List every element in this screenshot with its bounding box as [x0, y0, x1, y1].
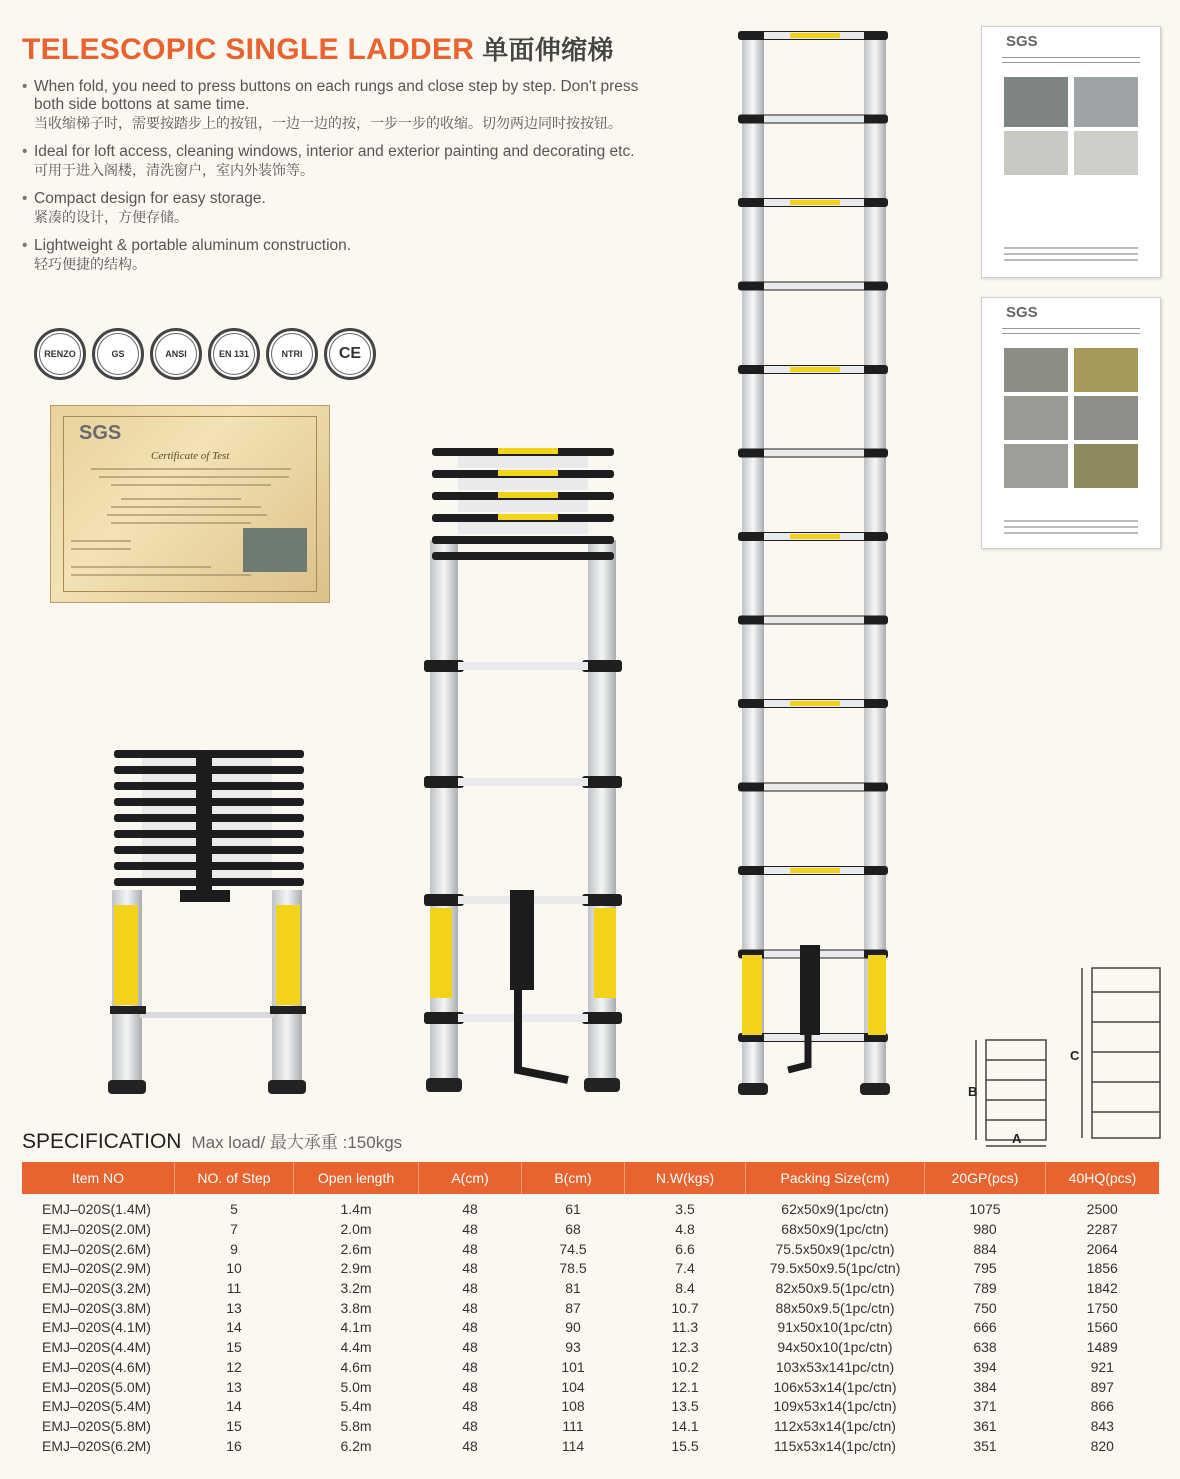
table-cell: 9 — [230, 1240, 238, 1257]
table-row — [22, 1358, 1159, 1378]
table-cell: 795 — [973, 1260, 997, 1277]
title-en: TELESCOPIC SINGLE LADDER — [22, 33, 475, 66]
renzo-mark-icon: RENZO — [34, 328, 86, 380]
table-cell: 79.5x50x9.5(1pc/ctn) — [769, 1260, 901, 1277]
table-cell: 48 — [462, 1240, 478, 1257]
table-header-row — [22, 1162, 1159, 1194]
table-cell: 106x53x14(1pc/ctn) — [773, 1378, 897, 1395]
table-cell: 1560 — [1086, 1319, 1118, 1336]
table-cell: 82x50x9.5(1pc/ctn) — [775, 1280, 895, 1297]
table-cell: 2.9m — [340, 1260, 372, 1277]
table-cell: 12.1 — [671, 1378, 699, 1395]
table-cell: 101 — [561, 1358, 585, 1375]
ce-mark-icon: CE — [324, 328, 376, 380]
table-cell: 48 — [462, 1358, 478, 1375]
half-extended-ladder-image — [418, 440, 628, 1100]
table-cell: 866 — [1090, 1398, 1114, 1415]
table-cell: 61 — [565, 1201, 581, 1218]
table-cell: 897 — [1090, 1378, 1114, 1395]
feature-list — [22, 78, 642, 284]
table-row — [22, 1220, 1159, 1240]
table-cell: 14 — [226, 1319, 242, 1336]
table-cell: 12 — [226, 1358, 242, 1375]
table-cell: 109x53x14(1pc/ctn) — [773, 1398, 897, 1415]
col-nw: N.W(kgs) — [625, 1162, 746, 1194]
table-row — [22, 1194, 1159, 1220]
table-cell: 8.4 — [675, 1280, 695, 1297]
table-cell: 48 — [462, 1299, 478, 1316]
table-cell: 980 — [973, 1221, 997, 1238]
table-cell: 62x50x9(1pc/ctn) — [781, 1201, 889, 1218]
table-cell: 14 — [226, 1398, 242, 1415]
table-cell: 112x53x14(1pc/ctn) — [774, 1417, 896, 1434]
table-cell: 88x50x9.5(1pc/ctn) — [775, 1299, 895, 1316]
table-cell: EMJ–020S(6.2M) — [42, 1437, 151, 1454]
table-cell: 5.4m — [340, 1398, 372, 1415]
table-cell: 48 — [462, 1280, 478, 1297]
table-cell: 666 — [973, 1319, 997, 1336]
col-steps: NO. of Step — [175, 1162, 294, 1194]
specification-table — [22, 1162, 1159, 1456]
table-cell: 48 — [462, 1398, 478, 1415]
table-cell: EMJ–020S(2.0M) — [42, 1221, 151, 1238]
table-cell: 921 — [1090, 1358, 1114, 1375]
specification-heading: SPECIFICATION Max load/ 最大承重 :150kgs — [22, 1130, 403, 1153]
table-cell: 1842 — [1086, 1280, 1118, 1297]
dimension-diagram-small — [968, 1030, 1058, 1150]
table-cell: 4.6m — [340, 1358, 372, 1375]
table-cell: 394 — [973, 1358, 997, 1375]
table-cell: 48 — [462, 1201, 478, 1218]
en131-mark-icon: EN 131 — [208, 328, 260, 380]
table-cell: 68 — [565, 1221, 581, 1238]
table-cell: 11 — [226, 1280, 242, 1297]
table-body — [22, 1194, 1159, 1456]
dimension-label-a: A — [1012, 1131, 1022, 1146]
table-cell: 15 — [226, 1339, 242, 1356]
table-cell: 78.5 — [559, 1260, 587, 1277]
ansi-mark-icon: ANSI — [150, 328, 202, 380]
table-cell: 11.3 — [671, 1319, 699, 1336]
table-row — [22, 1279, 1159, 1299]
table-cell: 7.4 — [675, 1260, 695, 1277]
table-cell: 638 — [973, 1339, 997, 1356]
table-cell: 884 — [973, 1240, 997, 1257]
table-cell: EMJ–020S(4.4M) — [42, 1339, 151, 1356]
table-cell: 1856 — [1086, 1260, 1118, 1277]
max-load: Max load/ 最大承重 :150kgs — [191, 1133, 403, 1152]
table-cell: 843 — [1090, 1417, 1114, 1434]
table-cell: 6.6 — [675, 1240, 695, 1257]
table-row — [22, 1318, 1159, 1338]
table-cell: 5.0m — [340, 1378, 372, 1395]
table-cell: 48 — [462, 1260, 478, 1277]
table-cell: 114 — [561, 1437, 585, 1454]
certificate-brand: SGS — [79, 422, 122, 444]
table-cell: 10 — [226, 1260, 242, 1277]
table-cell: 16 — [226, 1437, 242, 1454]
table-cell: 108 — [561, 1398, 585, 1415]
table-cell: 750 — [973, 1299, 997, 1316]
feature-item: • When fold, you need to press buttons on each rungs and close step by step. Don't press both side bottons at same time. 当收缩梯子时，需要按踏步上的按钮，一边一边的按，一步一步的收缩。切勿两边同时按按钮。 — [22, 78, 642, 132]
table-cell: 1.4m — [340, 1201, 372, 1218]
table-cell: 1750 — [1086, 1299, 1118, 1316]
sgs-report-page-1: SGS — [981, 26, 1161, 278]
table-cell: 7 — [230, 1221, 238, 1238]
table-cell: 115x53x14(1pc/ctn) — [774, 1437, 896, 1454]
table-cell: 3.5 — [675, 1201, 695, 1218]
table-cell: EMJ–020S(5.8M) — [42, 1417, 151, 1434]
col-a: A(cm) — [419, 1162, 522, 1194]
col-item-no: Item NO — [22, 1162, 175, 1194]
feature-item: • Ideal for loft access, cleaning windows, interior and exterior painting and decorating etc. 可用于进入阁楼，清洗窗户，室内外装饰等。 — [22, 143, 642, 179]
table-row — [22, 1397, 1159, 1417]
table-cell: 361 — [973, 1417, 997, 1434]
col-open-length: Open length — [294, 1162, 419, 1194]
sgs-certificate-image — [50, 405, 330, 603]
col-20gp: 20GP(pcs) — [925, 1162, 1046, 1194]
table-cell: 90 — [565, 1319, 581, 1336]
table-cell: 48 — [462, 1378, 478, 1395]
table-cell: 3.8m — [340, 1299, 372, 1316]
table-cell: EMJ–020S(4.6M) — [42, 1358, 151, 1375]
table-cell: 2287 — [1086, 1221, 1118, 1238]
table-cell: 5.8m — [340, 1417, 372, 1434]
table-cell: EMJ–020S(2.9M) — [42, 1260, 151, 1277]
table-cell: 111 — [562, 1417, 584, 1434]
table-cell: 91x50x10(1pc/ctn) — [777, 1319, 893, 1336]
table-row — [22, 1436, 1159, 1456]
table-cell: EMJ–020S(1.4M) — [42, 1201, 151, 1218]
table-cell: 13 — [226, 1299, 242, 1316]
table-row — [22, 1298, 1159, 1318]
table-cell: 74.5 — [559, 1240, 587, 1257]
table-row — [22, 1338, 1159, 1358]
table-cell: 75.5x50x9(1pc/ctn) — [775, 1240, 895, 1257]
table-cell: 94x50x10(1pc/ctn) — [777, 1339, 893, 1356]
table-cell: 81 — [565, 1280, 581, 1297]
table-cell: EMJ–020S(2.6M) — [42, 1240, 151, 1257]
table-cell: 87 — [565, 1299, 581, 1316]
table-cell: 48 — [462, 1339, 478, 1356]
table-row — [22, 1417, 1159, 1437]
dimension-diagram-tall — [1068, 962, 1166, 1142]
ntri-mark-icon: NTRI — [266, 328, 318, 380]
table-cell: 789 — [973, 1280, 997, 1297]
certificate-heading: Certificate of Test — [151, 450, 230, 462]
gs-mark-icon: GS — [92, 328, 144, 380]
table-cell: 48 — [462, 1417, 478, 1434]
table-cell: 2.6m — [340, 1240, 372, 1257]
table-cell: 12.3 — [671, 1339, 699, 1356]
table-cell: 4.8 — [675, 1221, 695, 1238]
table-cell: 371 — [973, 1398, 997, 1415]
col-b: B(cm) — [522, 1162, 625, 1194]
table-cell: 15 — [226, 1417, 242, 1434]
title-cn: 单面伸缩梯 — [482, 35, 614, 65]
table-cell: 48 — [462, 1437, 478, 1454]
table-cell: 15.5 — [671, 1437, 699, 1454]
table-cell: 104 — [561, 1378, 585, 1395]
table-cell: 2500 — [1086, 1201, 1118, 1218]
table-cell: 820 — [1090, 1437, 1114, 1454]
table-cell: 1489 — [1086, 1339, 1118, 1356]
table-row — [22, 1259, 1159, 1279]
closed-ladder-image — [100, 740, 320, 1100]
table-cell: EMJ–020S(4.1M) — [42, 1319, 151, 1336]
table-cell: 93 — [565, 1339, 581, 1356]
table-cell: EMJ–020S(5.4M) — [42, 1398, 151, 1415]
dimension-label-b: B — [968, 1084, 978, 1099]
table-cell: EMJ–020S(5.0M) — [42, 1378, 151, 1395]
table-cell: 3.2m — [340, 1280, 372, 1297]
table-cell: 13.5 — [671, 1398, 699, 1415]
table-row — [22, 1377, 1159, 1397]
table-cell: 351 — [973, 1437, 997, 1454]
table-cell: 13 — [226, 1378, 242, 1395]
sgs-report-page-2: SGS — [981, 297, 1161, 549]
table-cell: 68x50x9(1pc/ctn) — [781, 1221, 889, 1238]
table-cell: 10.7 — [671, 1299, 699, 1316]
certificate-photo — [243, 528, 307, 572]
table-cell: 4.1m — [340, 1319, 372, 1336]
table-cell: 1075 — [969, 1201, 1001, 1218]
table-cell: 5 — [230, 1201, 238, 1218]
col-40hq: 40HQ(pcs) — [1046, 1162, 1160, 1194]
table-cell: 4.4m — [340, 1339, 372, 1356]
table-cell: EMJ–020S(3.2M) — [42, 1280, 151, 1297]
table-cell: 14.1 — [671, 1417, 699, 1434]
col-packing: Packing Size(cm) — [746, 1162, 925, 1194]
table-cell: 10.2 — [671, 1358, 699, 1375]
table-cell: 6.2m — [340, 1437, 372, 1454]
table-row — [22, 1239, 1159, 1259]
table-cell: 103x53x141pc/ctn) — [775, 1358, 895, 1375]
fully-extended-ladder-image — [728, 25, 898, 1100]
table-cell: 48 — [462, 1319, 478, 1336]
table-cell: 2064 — [1086, 1240, 1118, 1257]
table-cell: 48 — [462, 1221, 478, 1238]
table-cell: 2.0m — [340, 1221, 372, 1238]
page-title — [22, 30, 614, 67]
feature-item: • Lightweight & portable aluminum construction. 轻巧便捷的结构。 — [22, 237, 642, 273]
feature-item: • Compact design for easy storage. 紧凑的设计，方便存储。 — [22, 190, 642, 226]
dimension-label-c: C — [1070, 1048, 1080, 1063]
table-cell: 384 — [973, 1378, 997, 1395]
table-cell: EMJ–020S(3.8M) — [42, 1299, 151, 1316]
certification-marks — [34, 328, 376, 380]
